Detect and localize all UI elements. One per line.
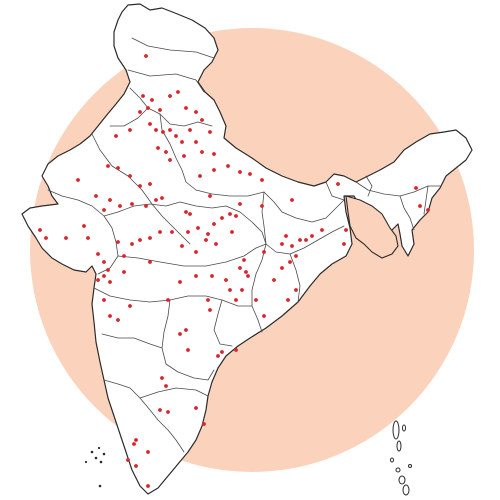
island bbox=[409, 465, 412, 468]
location-marker bbox=[216, 354, 220, 358]
location-marker bbox=[238, 202, 242, 206]
location-marker bbox=[242, 258, 246, 262]
location-marker bbox=[294, 254, 298, 258]
location-marker bbox=[196, 226, 200, 230]
location-marker bbox=[174, 134, 178, 138]
location-marker bbox=[202, 422, 206, 426]
location-marker bbox=[132, 442, 136, 446]
location-marker bbox=[144, 204, 148, 208]
location-marker bbox=[166, 410, 170, 414]
location-marker bbox=[170, 230, 174, 234]
location-marker bbox=[130, 202, 134, 206]
location-marker bbox=[206, 232, 210, 236]
island bbox=[98, 447, 100, 449]
location-marker bbox=[246, 274, 250, 278]
location-marker bbox=[106, 164, 110, 168]
location-marker bbox=[262, 250, 266, 254]
location-marker bbox=[148, 182, 152, 186]
location-marker bbox=[122, 270, 126, 274]
location-marker bbox=[280, 242, 284, 246]
location-marker bbox=[238, 266, 242, 270]
lakshadweep-islands bbox=[85, 447, 105, 487]
location-marker bbox=[290, 244, 294, 248]
location-marker bbox=[188, 128, 192, 132]
island bbox=[99, 485, 102, 488]
location-marker bbox=[194, 140, 198, 144]
island bbox=[399, 476, 405, 484]
location-marker bbox=[158, 408, 162, 412]
location-marker bbox=[284, 234, 288, 238]
island bbox=[103, 453, 106, 456]
location-marker bbox=[134, 464, 138, 468]
location-marker bbox=[206, 298, 210, 302]
location-marker bbox=[254, 298, 258, 302]
location-marker bbox=[138, 110, 142, 114]
location-marker bbox=[96, 252, 100, 256]
location-marker bbox=[260, 178, 264, 182]
location-marker bbox=[230, 230, 234, 234]
location-marker bbox=[344, 228, 348, 232]
location-marker bbox=[212, 152, 216, 156]
location-marker bbox=[116, 240, 120, 244]
location-marker bbox=[168, 128, 172, 132]
location-marker bbox=[294, 288, 298, 292]
location-marker bbox=[82, 224, 86, 228]
location-marker bbox=[272, 278, 276, 282]
location-marker bbox=[116, 318, 120, 322]
location-marker bbox=[114, 134, 118, 138]
location-marker bbox=[108, 314, 112, 318]
location-marker bbox=[178, 332, 182, 336]
location-marker bbox=[158, 108, 162, 112]
location-marker bbox=[186, 230, 190, 234]
location-marker bbox=[226, 164, 230, 168]
location-marker bbox=[160, 196, 164, 200]
location-marker bbox=[168, 158, 172, 162]
location-marker bbox=[194, 274, 198, 278]
location-marker bbox=[238, 170, 242, 174]
location-marker bbox=[336, 182, 340, 186]
location-marker bbox=[210, 274, 214, 278]
location-marker bbox=[118, 204, 122, 208]
location-marker bbox=[38, 228, 42, 232]
location-marker bbox=[248, 172, 252, 176]
location-marker bbox=[200, 118, 204, 122]
location-marker bbox=[102, 208, 106, 212]
location-marker bbox=[122, 254, 126, 258]
location-marker bbox=[194, 110, 198, 114]
location-marker bbox=[102, 298, 106, 302]
location-marker bbox=[288, 260, 292, 264]
location-marker bbox=[161, 130, 165, 134]
location-marker bbox=[234, 348, 238, 352]
location-marker bbox=[134, 438, 138, 442]
location-marker bbox=[262, 314, 266, 318]
island bbox=[95, 457, 98, 460]
location-marker bbox=[96, 278, 100, 282]
location-marker bbox=[178, 280, 182, 284]
location-marker bbox=[102, 274, 106, 278]
location-marker bbox=[106, 268, 110, 272]
location-marker bbox=[148, 122, 152, 126]
location-marker bbox=[180, 140, 184, 144]
location-marker bbox=[108, 198, 112, 202]
location-marker bbox=[176, 90, 180, 94]
location-marker bbox=[198, 174, 202, 178]
location-marker bbox=[212, 222, 216, 226]
location-marker bbox=[208, 130, 212, 134]
location-marker bbox=[208, 308, 212, 312]
location-marker bbox=[154, 128, 158, 132]
location-marker bbox=[146, 450, 150, 454]
location-marker bbox=[116, 166, 120, 170]
island bbox=[403, 485, 409, 495]
location-marker bbox=[146, 106, 150, 110]
location-marker bbox=[128, 128, 132, 132]
location-marker bbox=[200, 150, 204, 154]
island bbox=[85, 461, 87, 463]
location-marker bbox=[298, 238, 302, 242]
location-marker bbox=[158, 230, 162, 234]
location-marker bbox=[418, 204, 422, 208]
andaman-nicobar-islands bbox=[391, 421, 412, 495]
location-marker bbox=[180, 244, 184, 248]
location-marker bbox=[44, 236, 48, 240]
location-marker bbox=[94, 194, 98, 198]
location-marker bbox=[194, 406, 198, 410]
location-marker bbox=[208, 194, 212, 198]
location-marker bbox=[76, 178, 80, 182]
location-marker bbox=[286, 298, 290, 302]
location-marker bbox=[234, 298, 238, 302]
location-marker bbox=[234, 214, 238, 218]
location-marker bbox=[164, 384, 168, 388]
location-marker bbox=[310, 234, 314, 238]
location-marker bbox=[228, 212, 232, 216]
location-marker bbox=[146, 484, 150, 488]
location-marker bbox=[188, 212, 192, 216]
location-marker bbox=[126, 458, 130, 462]
location-marker bbox=[182, 154, 186, 158]
location-marker bbox=[102, 260, 106, 264]
location-marker bbox=[184, 210, 188, 214]
location-marker bbox=[128, 304, 132, 308]
location-marker bbox=[260, 204, 264, 208]
island bbox=[396, 468, 400, 472]
location-marker bbox=[220, 216, 224, 220]
location-marker bbox=[138, 184, 142, 188]
island bbox=[397, 441, 401, 451]
location-marker bbox=[148, 260, 152, 264]
location-marker bbox=[168, 94, 172, 98]
location-marker bbox=[224, 278, 228, 282]
location-marker bbox=[144, 54, 148, 58]
location-marker bbox=[164, 150, 168, 154]
location-marker bbox=[166, 298, 170, 302]
location-marker bbox=[214, 242, 218, 246]
location-marker bbox=[244, 270, 248, 274]
island bbox=[391, 458, 394, 462]
location-marker bbox=[184, 328, 188, 332]
location-marker bbox=[160, 376, 164, 380]
location-marker bbox=[64, 236, 68, 240]
location-marker bbox=[320, 228, 324, 232]
location-marker bbox=[184, 106, 188, 110]
location-marker bbox=[86, 236, 90, 240]
location-marker bbox=[426, 208, 430, 212]
island bbox=[403, 425, 406, 431]
island bbox=[393, 421, 399, 439]
location-marker bbox=[204, 238, 208, 242]
location-marker bbox=[141, 94, 145, 98]
location-marker bbox=[280, 266, 284, 270]
location-marker bbox=[194, 250, 198, 254]
location-marker bbox=[156, 146, 160, 150]
location-marker bbox=[304, 238, 308, 242]
location-marker bbox=[186, 348, 190, 352]
location-marker bbox=[138, 238, 142, 242]
location-marker bbox=[108, 280, 112, 284]
location-marker bbox=[220, 350, 224, 354]
location-marker bbox=[148, 236, 152, 240]
location-marker bbox=[240, 288, 244, 292]
location-marker bbox=[342, 242, 346, 246]
island bbox=[100, 461, 103, 464]
island bbox=[91, 451, 94, 454]
location-marker bbox=[414, 186, 418, 190]
location-marker bbox=[290, 198, 294, 202]
location-marker bbox=[130, 242, 134, 246]
location-marker bbox=[228, 288, 232, 292]
location-marker bbox=[212, 168, 216, 172]
location-marker bbox=[128, 174, 132, 178]
location-marker bbox=[154, 198, 158, 202]
location-marker bbox=[150, 98, 154, 102]
